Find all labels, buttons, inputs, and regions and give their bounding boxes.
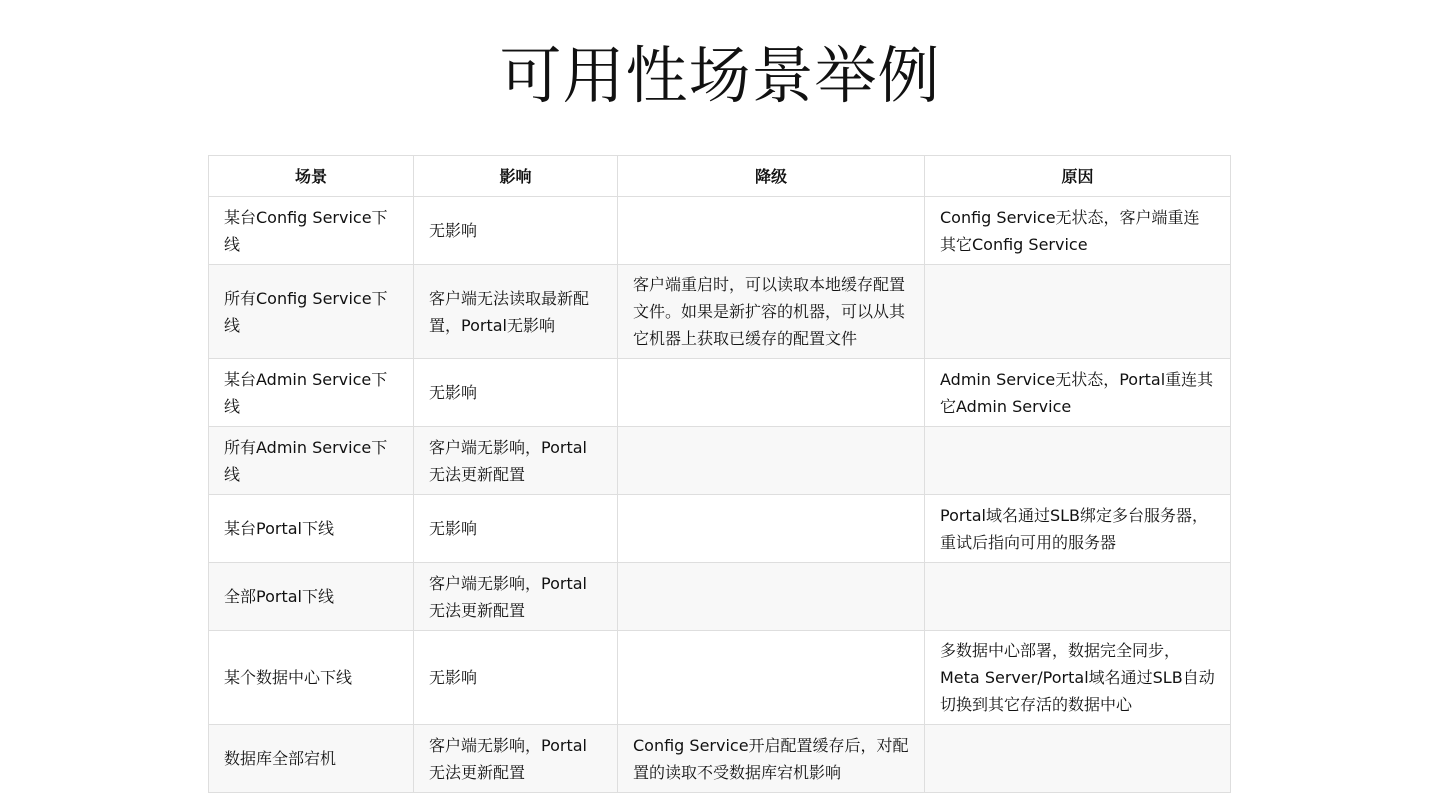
table-row <box>209 359 1231 427</box>
table-row <box>209 495 1231 563</box>
cell-impact: 无影响 <box>414 631 618 725</box>
cell-reason: 多数据中心部署，数据完全同步，Meta Server/Portal域名通过SLB自动切换到其它存活的数据中心 <box>925 631 1231 725</box>
cell-scenario: 某个数据中心下线 <box>209 631 414 725</box>
cell-scenario: 所有Config Service下线 <box>209 265 414 359</box>
table-row <box>209 427 1231 495</box>
cell-impact: 客户端无影响，Portal无法更新配置 <box>414 427 618 495</box>
page-title: 可用性场景举例 <box>499 39 941 112</box>
cell-reason <box>925 427 1231 495</box>
cell-degradation <box>618 563 925 631</box>
cell-scenario: 全部Portal下线 <box>209 563 414 631</box>
cell-degradation: Config Service开启配置缓存后，对配置的读取不受数据库宕机影响 <box>618 725 925 793</box>
table-row <box>209 725 1231 793</box>
cell-impact: 无影响 <box>414 495 618 563</box>
table-row <box>209 197 1231 265</box>
cell-impact: 无影响 <box>414 359 618 427</box>
table-row <box>209 631 1231 725</box>
availability-scenarios-table <box>208 155 1231 793</box>
cell-degradation <box>618 495 925 563</box>
table-row <box>209 563 1231 631</box>
header-scenario: 场景 <box>209 156 414 197</box>
cell-reason <box>925 563 1231 631</box>
header-degradation: 降级 <box>618 156 925 197</box>
cell-degradation <box>618 359 925 427</box>
cell-scenario: 某台Portal下线 <box>209 495 414 563</box>
cell-impact: 客户端无影响，Portal无法更新配置 <box>414 563 618 631</box>
header-reason: 原因 <box>925 156 1231 197</box>
cell-degradation <box>618 427 925 495</box>
table-header-row <box>209 156 1231 197</box>
cell-reason <box>925 265 1231 359</box>
header-impact: 影响 <box>414 156 618 197</box>
cell-scenario: 数据库全部宕机 <box>209 725 414 793</box>
cell-impact: 客户端无影响，Portal无法更新配置 <box>414 725 618 793</box>
cell-scenario: 所有Admin Service下线 <box>209 427 414 495</box>
cell-reason <box>925 725 1231 793</box>
cell-reason: Config Service无状态，客户端重连其它Config Service <box>925 197 1231 265</box>
cell-degradation <box>618 631 925 725</box>
cell-degradation: 客户端重启时，可以读取本地缓存配置文件。如果是新扩容的机器，可以从其它机器上获取已缓存的配置文件 <box>618 265 925 359</box>
cell-impact: 无影响 <box>414 197 618 265</box>
cell-degradation <box>618 197 925 265</box>
table-row <box>209 265 1231 359</box>
cell-reason: Admin Service无状态，Portal重连其它Admin Service <box>925 359 1231 427</box>
cell-scenario: 某台Config Service下线 <box>209 197 414 265</box>
cell-scenario: 某台Admin Service下线 <box>209 359 414 427</box>
cell-impact: 客户端无法读取最新配置，Portal无影响 <box>414 265 618 359</box>
cell-reason: Portal域名通过SLB绑定多台服务器，重试后指向可用的服务器 <box>925 495 1231 563</box>
